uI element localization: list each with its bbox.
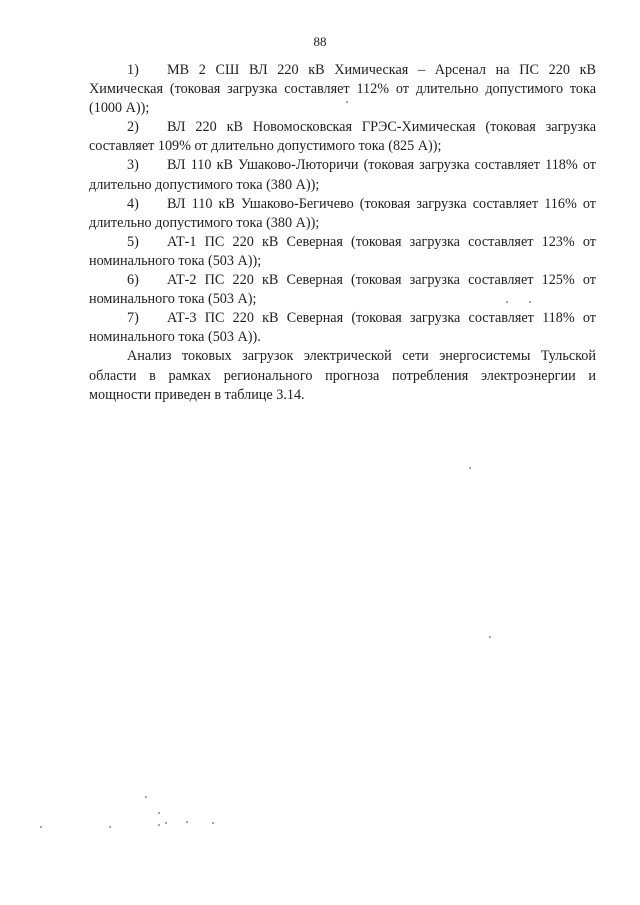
list-item-number: 6) bbox=[127, 272, 139, 289]
list-item-text: ВЛ 220 кВ Новомосковская ГРЭС-Химическая (токовая загрузка составляет 109% от длительно допустимого тока (825 А)); bbox=[89, 119, 596, 155]
list-item-number: 4) bbox=[127, 195, 139, 212]
page-number: 88 bbox=[313, 34, 327, 49]
list-item-number: 2) bbox=[127, 119, 139, 136]
list-item-text: АТ-3 ПС 220 кВ Северная (токовая загрузка составляет 118% от номинального тока (503 А)). bbox=[89, 310, 596, 346]
list-item bbox=[89, 118, 596, 156]
scan-speck bbox=[506, 301, 508, 303]
list-item-number: 1) bbox=[127, 62, 139, 78]
list-item-number: 3) bbox=[127, 157, 139, 174]
list-item bbox=[89, 271, 596, 309]
scan-speck bbox=[145, 796, 147, 798]
list-item bbox=[89, 156, 596, 194]
list-item-text: АТ-1 ПС 220 кВ Северная (токовая загрузка составляет 123% от номинального тока (503 А)); bbox=[89, 233, 596, 269]
scan-speck bbox=[158, 824, 160, 826]
scan-speck bbox=[40, 826, 42, 828]
scan-speck bbox=[346, 101, 348, 103]
list-item-text: МВ 2 СШ ВЛ 220 кВ Химическая – Арсенал на ПС 220 кВ Химическая (токовая загрузка составляет 112% от длительно допустимого тока (1000 А)); bbox=[89, 62, 596, 117]
list-item-text: ВЛ 110 кВ Ушаково-Люторичи (токовая загрузка составляет 118% от длительно допустимого тока (380 А)); bbox=[89, 157, 596, 193]
scan-speck bbox=[158, 812, 160, 814]
scan-speck bbox=[186, 821, 188, 823]
list-item-text: ВЛ 110 кВ Ушаково-Бегичево (токовая загрузка составляет 116% от длительно допустимого тока (380 А)); bbox=[89, 195, 596, 231]
scan-speck bbox=[529, 301, 531, 303]
list-item-text: АТ-2 ПС 220 кВ Северная (токовая загрузка составляет 125% от номинального тока (503 А); bbox=[89, 272, 596, 308]
list-item bbox=[89, 309, 596, 347]
list-item-number: 7) bbox=[127, 310, 139, 327]
list-item bbox=[89, 195, 596, 233]
scan-speck bbox=[469, 467, 471, 469]
list-item bbox=[89, 233, 596, 271]
summary-paragraph: Анализ токовых загрузок электрической сети энергосистемы Тульской области в рамках регионального прогноза потребления электроэнергии и мощности приведен в таблице 3.14. bbox=[89, 348, 596, 403]
scan-speck bbox=[212, 822, 214, 824]
list-item-number: 5) bbox=[127, 233, 139, 250]
scan-speck bbox=[109, 826, 111, 828]
scan-speck bbox=[165, 822, 167, 824]
list-item bbox=[89, 61, 596, 118]
page-body bbox=[89, 61, 596, 405]
scan-speck bbox=[489, 636, 491, 638]
